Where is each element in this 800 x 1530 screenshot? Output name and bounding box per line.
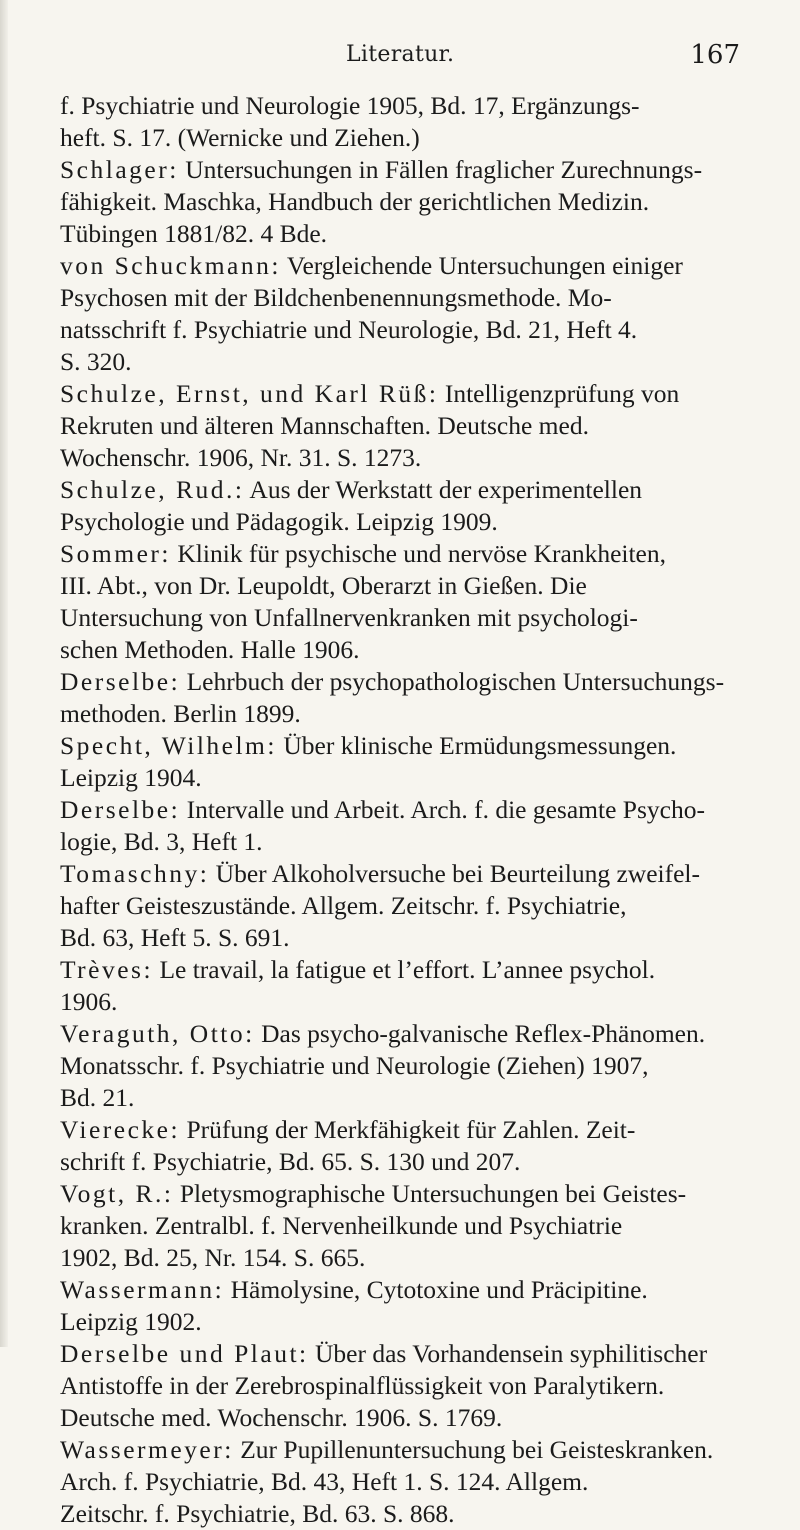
entry-line xyxy=(60,730,750,762)
entry-line xyxy=(60,1338,750,1370)
entry-author: Tomaschny: xyxy=(60,859,210,888)
entry-line xyxy=(60,250,750,282)
bibliography-entry xyxy=(60,1178,750,1274)
entry-text: 1906. xyxy=(60,987,118,1016)
entry-line xyxy=(60,346,750,378)
entry-line xyxy=(60,1370,750,1402)
entry-text: Rekruten und älteren Mannschaften. Deutsche med. xyxy=(60,411,589,440)
entry-line xyxy=(60,218,750,250)
entry-text: Zeitschr. f. Psychiatrie, Bd. 63. S. 868. xyxy=(60,1499,455,1528)
entry-line xyxy=(60,602,750,634)
page-gutter-shadow xyxy=(0,0,8,1347)
entry-author: Schulze, Rud.: xyxy=(60,475,245,504)
entry-text: logie, Bd. 3, Heft 1. xyxy=(60,827,263,856)
bibliography-list xyxy=(60,90,750,1530)
entry-line xyxy=(60,570,750,602)
entry-text: Tübingen 1881/82. 4 Bde. xyxy=(60,219,328,248)
bibliography-entry xyxy=(60,154,750,250)
entry-text: schen Methoden. Halle 1906. xyxy=(60,635,360,664)
entry-line xyxy=(60,1498,750,1530)
entry-line xyxy=(60,154,750,186)
entry-text: schrift f. Psychiatrie, Bd. 65. S. 130 und 207. xyxy=(60,1147,521,1176)
entry-text: Pletysmographische Untersuchungen bei Geistes- xyxy=(173,1179,687,1208)
entry-text: Über Alkoholversuche bei Beurteilung zweifel- xyxy=(209,859,700,888)
entry-text: Wochenschr. 1906, Nr. 31. S. 1273. xyxy=(60,443,422,472)
entry-line xyxy=(60,506,750,538)
bibliography-entry xyxy=(60,250,750,378)
page-number: 167 xyxy=(690,40,740,70)
entry-author: Veraguth, Otto: xyxy=(60,1019,255,1048)
entry-line xyxy=(60,1402,750,1434)
entry-author: Wassermann: xyxy=(60,1275,225,1304)
entry-line xyxy=(60,794,750,826)
entry-text: f. Psychiatrie und Neurologie 1905, Bd. 17, Ergänzungs- xyxy=(60,91,640,120)
entry-text: hafter Geisteszustände. Allgem. Zeitschr. f. Psychiatrie, xyxy=(60,891,627,920)
bibliography-entry xyxy=(60,538,750,666)
entry-line xyxy=(60,1210,750,1242)
entry-text: Arch. f. Psychiatrie, Bd. 43, Heft 1. S. 124. Allgem. xyxy=(60,1467,589,1496)
entry-author: Specht, Wilhelm: xyxy=(60,731,277,760)
entry-text: Psychosen mit der Bildchenbenennungsmethode. Mo- xyxy=(60,283,612,312)
entry-text: Über das Vorhandensein syphilitischer xyxy=(308,1339,708,1368)
entry-line xyxy=(60,1018,750,1050)
entry-text: Zur Pupillenuntersuchung bei Geisteskranken. xyxy=(233,1435,714,1464)
entry-line xyxy=(60,858,750,890)
entry-line xyxy=(60,282,750,314)
entry-text: Bd. 63, Heft 5. S. 691. xyxy=(60,923,290,952)
entry-text: heft. S. 17. (Wernicke und Ziehen.) xyxy=(60,123,420,152)
entry-text: Aus der Werkstatt der experimentellen xyxy=(244,475,643,504)
running-title: Literatur. xyxy=(346,42,455,67)
entry-text: Bd. 21. xyxy=(60,1083,135,1112)
entry-line xyxy=(60,826,750,858)
entry-line xyxy=(60,410,750,442)
entry-line xyxy=(60,954,750,986)
entry-text: Lehrbuch der psychopathologischen Untersuchungs- xyxy=(180,667,725,696)
entry-line xyxy=(60,186,750,218)
entry-line xyxy=(60,890,750,922)
entry-text: Psychologie und Pädagogik. Leipzig 1909. xyxy=(60,507,498,536)
entry-author: Derselbe und Plaut: xyxy=(60,1339,309,1368)
entry-text: Leipzig 1904. xyxy=(60,763,202,792)
entry-line xyxy=(60,1146,750,1178)
entry-line xyxy=(60,634,750,666)
bibliography-entry xyxy=(60,858,750,954)
entry-text: 1902, Bd. 25, Nr. 154. S. 665. xyxy=(60,1243,366,1272)
entry-text: Intervalle und Arbeit. Arch. f. die gesamte Psycho- xyxy=(180,795,705,824)
entry-line xyxy=(60,922,750,954)
entry-text: Intelligenzprüfung von xyxy=(438,379,680,408)
entry-text: fähigkeit. Maschka, Handbuch der gerichtlichen Medizin. xyxy=(60,187,650,216)
entry-text: Das psycho-galvanische Reflex-Phänomen. xyxy=(254,1019,706,1048)
entry-text: S. 320. xyxy=(60,347,132,376)
entry-line xyxy=(60,698,750,730)
entry-line xyxy=(60,1434,750,1466)
entry-text: Monatsschr. f. Psychiatrie und Neurologie (Ziehen) 1907, xyxy=(60,1051,649,1080)
entry-text: Über klinische Ermüdungsmessungen. xyxy=(276,731,677,760)
entry-text: Klinik für psychische und nervöse Krankheiten, xyxy=(171,539,666,568)
entry-text: Le travail, la fatigue et l’effort. L’annee psychol. xyxy=(153,955,656,984)
entry-line xyxy=(60,986,750,1018)
entry-line xyxy=(60,378,750,410)
entry-line xyxy=(60,762,750,794)
entry-line xyxy=(60,1178,750,1210)
entry-author: Schulze, Ernst, und Karl Rüß: xyxy=(60,379,439,408)
entry-text: Prüfung der Merkfähigkeit für Zahlen. Zeit- xyxy=(180,1115,636,1144)
entry-author: Sommer: xyxy=(60,539,171,568)
page-header xyxy=(0,42,800,82)
entry-author: Derselbe: xyxy=(60,795,181,824)
entry-text: Hämolysine, Cytotoxine und Präcipitine. xyxy=(224,1275,648,1304)
entry-text: Antistoffe in der Zerebrospinalflüssigkeit von Paralytikern. xyxy=(60,1371,665,1400)
entry-author: Vierecke: xyxy=(60,1115,181,1144)
bibliography-entry xyxy=(60,378,750,474)
entry-text: methoden. Berlin 1899. xyxy=(60,699,301,728)
entry-author: Schlager: xyxy=(60,155,179,184)
bibliography-entry xyxy=(60,1274,750,1338)
entry-text: Untersuchungen in Fällen fraglicher Zurechnungs- xyxy=(178,155,703,184)
entry-text: Untersuchung von Unfallnervenkranken mit psychologi- xyxy=(60,603,638,632)
entry-text: III. Abt., von Dr. Leupoldt, Oberarzt in Gießen. Die xyxy=(60,571,587,600)
entry-line xyxy=(60,314,750,346)
entry-author: von Schuckmann: xyxy=(60,251,281,280)
entry-author: Trèves: xyxy=(60,955,154,984)
entry-text: Leipzig 1902. xyxy=(60,1307,202,1336)
bibliography-entry xyxy=(60,730,750,794)
entry-author: Vogt, R.: xyxy=(60,1179,174,1208)
entry-author: Wassermeyer: xyxy=(60,1435,234,1464)
bibliography-entry xyxy=(60,794,750,858)
entry-line xyxy=(60,90,750,122)
entry-text: kranken. Zentralbl. f. Nervenheilkunde und Psychiatrie xyxy=(60,1211,623,1240)
entry-text: Vergleichende Untersuchungen einiger xyxy=(280,251,683,280)
entry-line xyxy=(60,1114,750,1146)
bibliography-entry xyxy=(60,1018,750,1114)
entry-line xyxy=(60,538,750,570)
entry-author: Derselbe: xyxy=(60,667,181,696)
entry-line xyxy=(60,1082,750,1114)
bibliography-entry xyxy=(60,1114,750,1178)
entry-line xyxy=(60,1306,750,1338)
entry-line xyxy=(60,442,750,474)
bibliography-entry xyxy=(60,474,750,538)
entry-line xyxy=(60,474,750,506)
entry-line xyxy=(60,1050,750,1082)
entry-line xyxy=(60,122,750,154)
bibliography-entry xyxy=(60,1434,750,1530)
entry-line xyxy=(60,1242,750,1274)
entry-line xyxy=(60,666,750,698)
entry-line xyxy=(60,1466,750,1498)
entry-line xyxy=(60,1274,750,1306)
entry-text: natsschrift f. Psychiatrie und Neurologie, Bd. 21, Heft 4. xyxy=(60,315,638,344)
bibliography-entry xyxy=(60,90,750,154)
entry-text: Deutsche med. Wochenschr. 1906. S. 1769. xyxy=(60,1403,503,1432)
bibliography-entry xyxy=(60,1338,750,1434)
bibliography-entry xyxy=(60,954,750,1018)
bibliography-entry xyxy=(60,666,750,730)
